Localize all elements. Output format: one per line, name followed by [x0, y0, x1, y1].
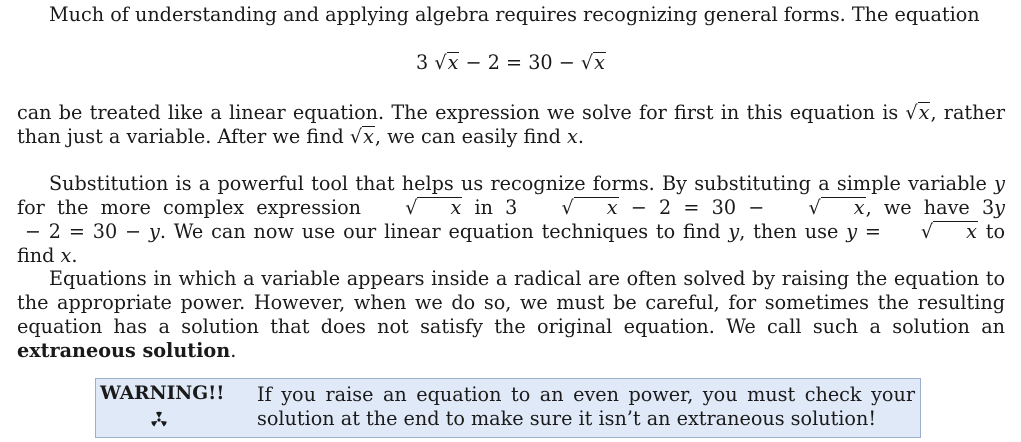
radical-expression: √x: [434, 51, 459, 74]
p2-text-b: , rather than just a variable. After we find: [17, 101, 1005, 148]
radical-expression: √x: [349, 125, 374, 148]
p2-text-a: can be treated like a linear equation. The expression we solve for first in this equation is: [17, 101, 906, 124]
radical-expression: √x: [905, 101, 930, 124]
p2-text-c: , we can easily find: [374, 125, 568, 148]
variable-y: y: [994, 172, 1005, 195]
paragraph-1: [17, 3, 1005, 27]
paragraph-3: Substitution is a powerful tool that helps us recognize forms. By substituting a simple variable y for the more complex expression √ x in 3 √ x − 2 = 30 − √ x, we have 3y − 2 = 30 − y. We can now use our linear equation techniques to find y, then use y = √ x to find x.: [17, 172, 1006, 267]
radical-expression: √ x: [561, 196, 618, 219]
radical-expression: √ x: [405, 196, 462, 219]
radical-expression: √ x: [920, 220, 977, 243]
equation-coefficient: 3: [416, 51, 429, 74]
paragraph-2: can be treated like a linear equation. The expression we solve for first in this equation is √x, rather than just a variable. After we find √x, we can easily find x.: [17, 101, 1005, 148]
variable-x: x: [567, 125, 578, 148]
warning-text: If you raise an equation to an even power, you must check your solution at the end to make sure it isn’t an extraneous solution!: [257, 383, 915, 430]
paragraph-1-text: Much of understanding and applying algebra requires recognizing general forms. The equation: [49, 3, 980, 26]
p4-text: Equations in which a variable appears inside a radical are often solved by raising the equation to the appropriate power. However, when we do so, we must be careful, for sometimes the resulting equation has a solution that does not satisfy the original equation. We call such a solution an: [17, 267, 1005, 338]
radical-expression: √ x: [808, 196, 865, 219]
radical-expression: √x: [580, 51, 605, 74]
equation-middle: − 2 = 30 −: [459, 51, 581, 74]
display-equation: [17, 51, 1005, 75]
term-extraneous-solution: extraneous solution: [17, 339, 231, 362]
warning-label: WARNING!!: [100, 383, 225, 404]
warning-callout: [95, 378, 921, 438]
paragraph-4: Equations in which a variable appears inside a radical are often solved by raising the equation to the appropriate power. However, when we do so, we must be careful, for sometimes the resulting equation has a solution that does not satisfy the original equation. We call such a solution an extraneous solution.: [17, 267, 1005, 362]
radiation-hazard-icon: [148, 409, 170, 429]
p3-text-a: Substitution is a powerful tool that helps us recognize forms. By substituting a simple variable: [49, 172, 995, 195]
